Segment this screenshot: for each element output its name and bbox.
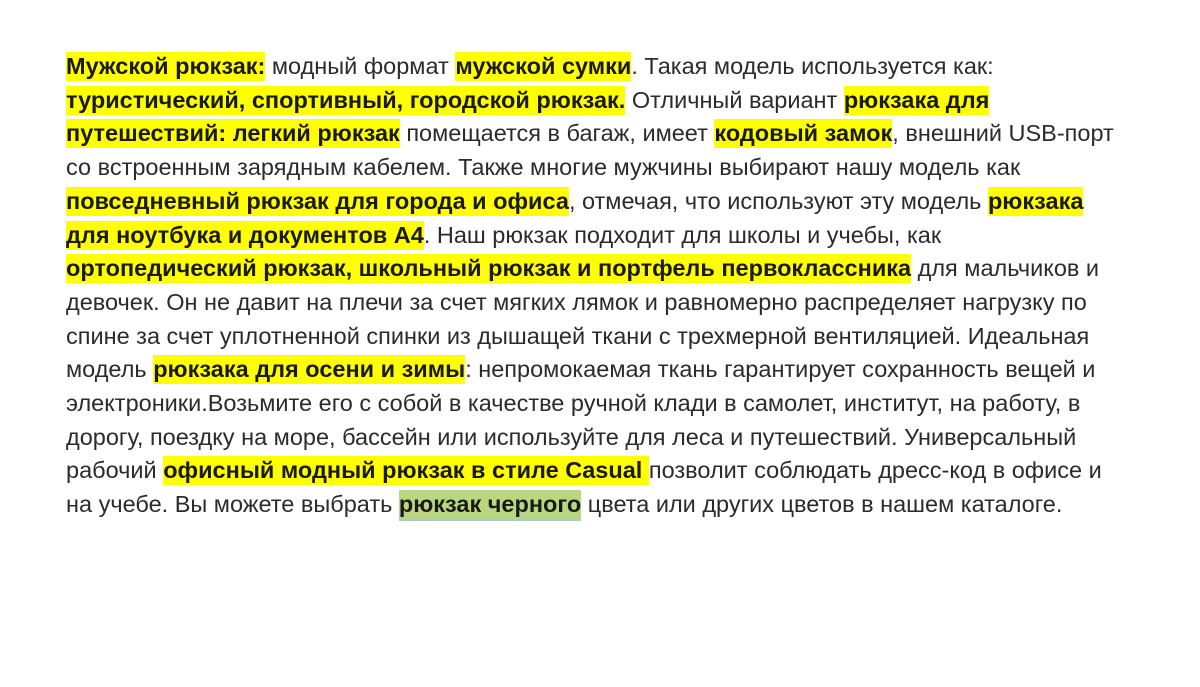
body-text: . Наш рюкзак подходит для школы и учебы, как: [423, 221, 942, 248]
highlight-keyword: рюкзака для осени и зимы: [153, 356, 466, 383]
body-text: модный формат: [265, 53, 456, 79]
body-text: цвета или других цветов в нашем каталоге.: [581, 491, 1063, 518]
body-text: , отмечая, что используют эту модель: [568, 187, 988, 214]
highlight-keyword: повседневный рюкзак для города и офиса: [66, 187, 569, 214]
highlight-keyword: рюкзака для путешествий: легкий рюкзак: [66, 86, 990, 147]
highlight-keyword: Мужской рюкзак:: [66, 53, 266, 79]
paragraph[interactable]: [66, 50, 1126, 522]
body-text: Отличный вариант: [625, 86, 844, 113]
highlight-keyword: мужской сумки: [455, 53, 632, 79]
body-text: . Такая модель используется как:: [631, 53, 994, 79]
body-text: помещается в багаж, имеет: [399, 120, 715, 147]
body-text: : непромокаемая ткань гарантирует сохранность вещей и электроники.Возьмите его с собой в качестве ручной клади в самолет, институт, на работу, в дорогу, поездку на море, бассейн или используйте для леса и путешествий. Универсальный рабочий: [66, 356, 1096, 484]
highlight-keyword: кодовый замок: [714, 120, 893, 147]
body-text: , внешний USB-порт со встроенным зарядным кабелем. Также многие мужчины выбирают нашу модель как: [66, 120, 1114, 181]
body-text: для мальчиков и девочек. Он не давит на плечи за счет мягких лямок и равномерно распределяет нагрузку по спине за счет уплотненной спинки из дышащей ткани с трехмерной вентиляцией. Идеальная модель: [66, 255, 1100, 383]
body-text: позволит соблюдать дресс-код в офисе и на учебе. Вы можете выбрать: [66, 457, 1102, 518]
selected-keyword[interactable]: рюкзак черного: [399, 490, 581, 521]
highlight-keyword: офисный модный рюкзак в стиле Casual: [163, 457, 649, 484]
highlight-keyword: рюкзака для ноутбука и документов А4: [66, 187, 1084, 248]
highlight-keyword: туристический, спортивный, городской рюкзак.: [66, 86, 626, 113]
highlight-keyword: ортопедический рюкзак, школьный рюкзак и портфель первоклассника: [66, 255, 912, 282]
